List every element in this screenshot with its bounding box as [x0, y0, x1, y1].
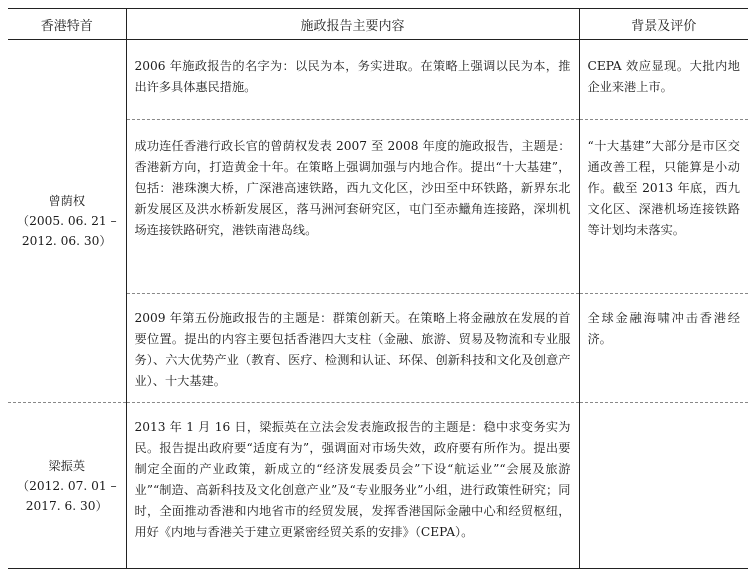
header-chief: 香港特首 — [8, 9, 126, 40]
policy-comment — [579, 403, 748, 569]
policy-content: 2009 年第五份施政报告的主题是：群策创新天。在策略上将金融放在发展的首要位置。提出的内容主要包括香港四大支柱（金融、旅游、贸易及物流和专业服务）、六大优势产业（教育、医疗、检测和认证、环保、创新科技和文化及创意产业）、十大基建。 — [126, 294, 579, 403]
policy-comment: 全球金融海啸冲击香港经济。 — [579, 294, 748, 403]
header-comment: 背景及评价 — [579, 9, 748, 40]
chief-name: 曾荫权 — [48, 194, 86, 208]
chief-cell-leung — [8, 403, 126, 569]
table-row — [8, 403, 748, 569]
policy-content: 2013 年 1 月 16 日，梁振英在立法会发表施政报告的主题是：稳中求变务实为民。报告提出政府要“适度有为”，强调面对市场失效，政府要有所作为。提出要制定全面的产业政策，新成立的“经济发展委员会”下设“航运业”“会展及旅游业”“制造、高新科技及文化创意产业”及“专业服务业”小组，进行政策性研究；同时，全面推动香港和内地省市的经贸发展，发挥香港国际金融中心和经贸枢纽，用好《内地与香港关于建立更紧密经贸关系的安排》（CEPA）。 — [126, 403, 579, 569]
chief-name: 梁振英 — [48, 458, 86, 473]
policy-comment: CEPA 效应显现。大批内地企业来港上市。 — [579, 40, 748, 120]
table-row — [8, 40, 748, 120]
table-header — [8, 9, 748, 40]
chief-term-start: （2005. 06. 21 – — [16, 214, 117, 228]
policy-comment: “十大基建”大部分是市区交通改善工程，只能算是小动作。截至 2013 年底，西九文化区、深港机场连接铁路等计划均未落实。 — [579, 120, 748, 294]
chief-term-end: 2017. 6. 30） — [25, 498, 108, 513]
policy-content: 成功连任香港行政长官的曾荫权发表 2007 至 2008 年度的施政报告，主题是：香港新方向，打造黄金十年。在策略上强调加强与内地合作。提出“十大基建”，包括：港珠澳大桥，广深港高速铁路，西九文化区，沙田至中环铁路，新界东北新发展区及洪水桥新发展区，落马洲河套研究区，屯门至赤鱲角连接路，深圳机场连接铁路研究，港铁南港岛线。 — [126, 120, 579, 294]
policy-content: 2006 年施政报告的名字为：以民为本，务实进取。在策略上强调以民为本，推出许多具体惠民措施。 — [126, 40, 579, 120]
policy-table — [8, 8, 748, 569]
chief-term-start: （2012. 07. 01 – — [16, 478, 117, 493]
header-content: 施政报告主要内容 — [126, 9, 579, 40]
chief-term-end: 2012. 06. 30） — [21, 234, 112, 248]
chief-cell-tsang — [8, 40, 126, 403]
